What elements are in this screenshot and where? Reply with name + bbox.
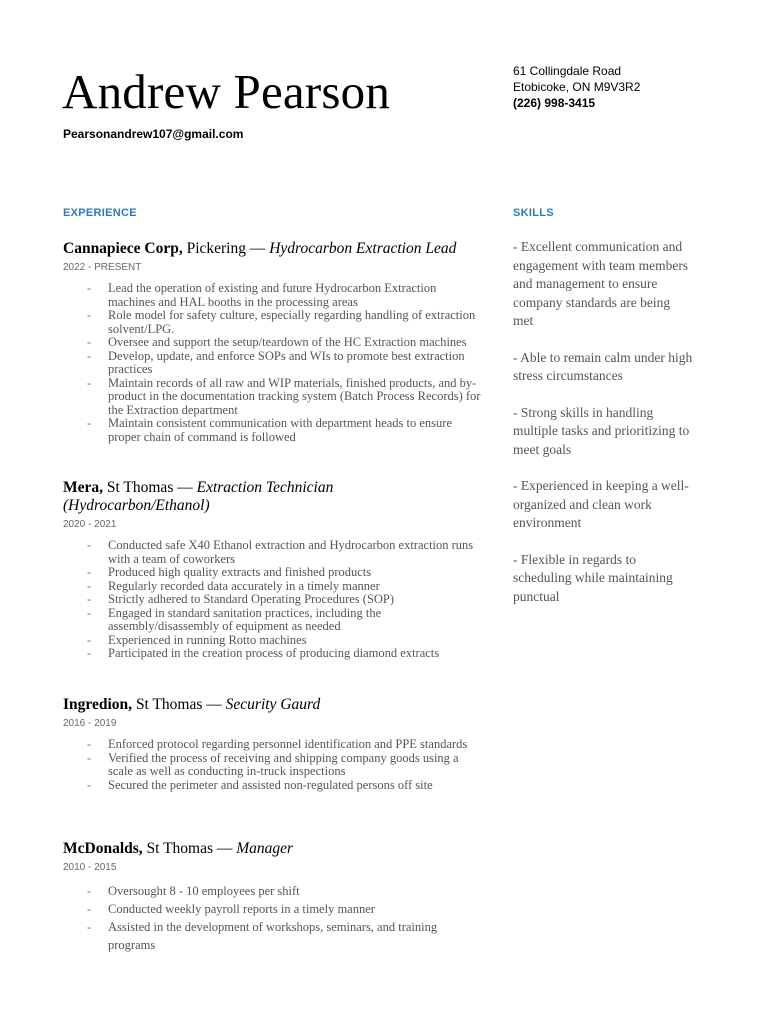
list-item [63,779,483,793]
duty-text: Produced high quality extracts and finished products [108,565,372,579]
duty-text: Lead the operation of existing and future Hydrocarbon Extraction machines and HAL booths in the processing areas [108,281,437,309]
job-title [63,240,483,258]
job-entry [63,479,483,661]
list-item [63,647,483,661]
job-location: St Thomas — [132,696,226,713]
job-entry [63,696,483,792]
duty-text: Experienced in running Rotto machines [108,632,307,647]
experience-heading: EXPERIENCE [63,207,137,219]
job-location: Pickering — [182,240,270,257]
bullet-dash: - [87,605,92,620]
job-location: St Thomas — [142,840,237,857]
bullet-dash: - [87,632,92,647]
skills-heading: SKILLS [513,207,554,219]
list-item [63,309,483,336]
job-role: Extraction Technician (Hydrocarbon/Ethanol) [63,479,334,514]
resume-name: Andrew Pearson [62,64,391,119]
list-item [63,377,483,418]
list-item [63,634,483,648]
job-company: McDonalds, [63,840,143,857]
bullet-dash: - [87,335,92,349]
bullet-dash: - [87,281,92,295]
bullet-dash: - [87,308,92,322]
job-title [63,840,483,858]
job-company: Mera, [63,479,104,496]
bullet-dash: - [87,884,92,898]
job-company: Cannapiece Corp, [63,240,183,257]
skill-item: - Flexible in regards to scheduling while maintaining punctual [513,551,673,604]
job-dates: 2020 - 2021 [63,519,117,530]
duty-text: Engaged in standard sanitation practices, including the assembly/disassembly of equipment as needed [108,605,382,633]
duty-text: Strictly adhered to Standard Operating Procedures (SOP) [108,592,395,606]
bullet-dash: - [87,538,92,552]
list-item [63,282,483,309]
duty-text: Enforced protocol regarding personnel identification and PPE standards [108,737,468,751]
duty-text: Regularly recorded data accurately in a timely manner [108,578,380,593]
duty-text: Role model for safety culture, especially regarding handling of extraction solvent/LPG. [108,308,476,336]
bullet-dash: - [87,578,92,593]
job-entry [63,840,483,954]
job-company: Ingredion, [63,696,133,713]
job-role: Hydrocarbon Extraction Lead [269,240,457,257]
bullet-dash: - [87,592,92,606]
job-duties [63,738,483,792]
list-item [63,593,483,607]
list-item [63,752,483,779]
list-item [63,607,483,634]
job-title [63,696,483,714]
email-address: Pearsonandrew107@gmail.com [63,127,244,141]
job-dates: 2022 - PRESENT [63,262,142,273]
list-item [63,566,483,580]
duty-text: Oversought 8 - 10 employees per shift [108,884,300,898]
bullet-dash: - [87,565,92,579]
list-item [63,900,483,918]
contact-block [513,63,640,111]
job-duties [63,882,483,954]
list-item [63,350,483,377]
duty-text: Participated in the creation process of producing diamond extracts [108,646,440,660]
job-title [63,479,483,515]
list-item [63,580,483,594]
duty-text: Maintain records of all raw and WIP materials, finished products, and by-product in the documentation tracking system (Batch Process Records) for the Extraction department [108,375,481,417]
bullet-dash: - [87,777,92,792]
job-dates: 2010 - 2015 [63,862,117,873]
bullet-dash: - [87,737,92,751]
duty-text: Maintain consistent communication with department heads to ensure proper chain of command is followed [108,416,453,444]
bullet-dash: - [87,348,92,363]
skill-item: - Able to remain calm under high stress circumstances [513,349,693,383]
list-item [63,918,483,954]
duty-text: Conducted weekly payroll reports in a timely manner [108,902,375,916]
list-item [63,336,483,350]
duty-text: Secured the perimeter and assisted non-regulated persons off site [108,777,433,792]
job-duties [63,282,483,444]
address-line-1: 61 Collingdale Road [513,64,622,78]
skill-item: - Experienced in keeping a well-organized and clean work environment [513,478,689,530]
bullet-dash: - [87,902,92,916]
job-duties [63,539,483,661]
skill-item: - Strong skills in handling multiple tasks and prioritizing to meet goals [513,404,690,457]
list-item [63,738,483,752]
address-line-2: Etobicoke, ON M9V3R2 [513,80,641,94]
skills-list [513,238,693,624]
list-item [63,882,483,900]
bullet-dash: - [87,416,92,430]
list-item [63,539,483,566]
duty-text: Develop, update, and enforce SOPs and WIs to promote best extraction practices [108,348,465,376]
job-entry [63,240,483,444]
duty-text: Verified the process of receiving and shipping company goods using a scale as well as conducting in-truck inspections [108,750,459,778]
skill-item: - Excellent communication and engagement with team members and management to ensure company standards are being met [513,239,689,328]
phone-number: (226) 998-3415 [513,96,596,110]
list-item [63,417,483,444]
bullet-dash: - [87,646,92,660]
job-location: St Thomas — [103,479,197,496]
job-role: Security Gaurd [225,696,321,713]
bullet-dash: - [87,375,92,390]
job-dates: 2016 - 2019 [63,718,117,729]
job-role: Manager [236,840,294,857]
bullet-dash: - [87,750,92,765]
bullet-dash: - [87,920,92,934]
duty-text: Assisted in the development of workshops, seminars, and training programs [108,920,438,952]
duty-text: Oversee and support the setup/teardown of the HC Extraction machines [108,335,467,349]
duty-text: Conducted safe X40 Ethanol extraction and Hydrocarbon extraction runs with a team of coworkers [108,538,474,566]
